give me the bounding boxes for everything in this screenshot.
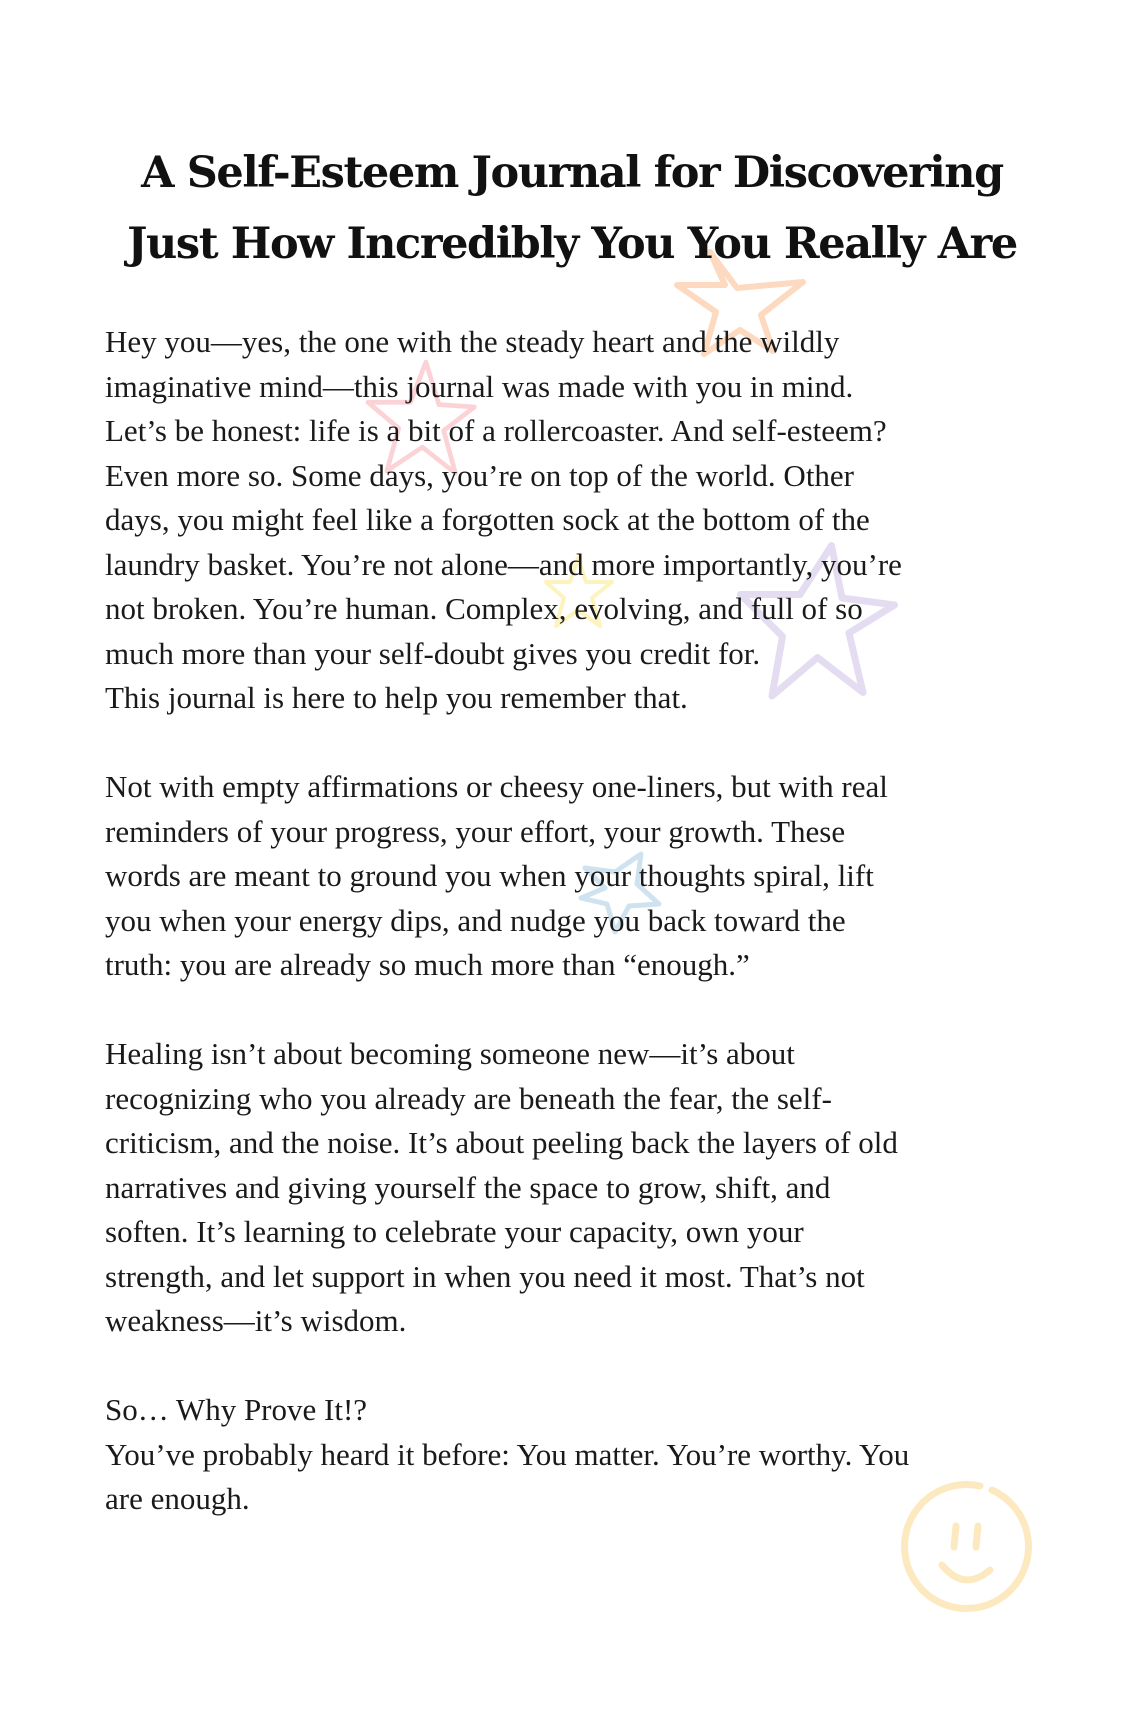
paragraph-spacer bbox=[105, 721, 1065, 766]
paragraph-spacer bbox=[105, 1344, 1065, 1389]
text-line: reminders of your progress, your effort, your growth. These bbox=[105, 813, 846, 849]
paragraph-why-prove-it bbox=[105, 1388, 1065, 1522]
text-line: Healing isn’t about becoming someone new—it’s about bbox=[105, 1036, 795, 1071]
text-line: You’ve probably heard it before: You matter. You’re worthy. You bbox=[105, 1436, 910, 1472]
text-line: strength, and let support in when you need it most. That’s not bbox=[105, 1258, 865, 1294]
title-line: Just How Incredibly You You Really Are bbox=[127, 219, 1017, 269]
text-line: you when your energy dips, and nudge you back toward the bbox=[105, 902, 846, 938]
text-line: Not with empty affirmations or cheesy one-liners, but with real bbox=[105, 769, 888, 804]
text-line: much more than your self-doubt gives you credit for. bbox=[105, 635, 761, 671]
paragraph-affirmations bbox=[105, 765, 1065, 988]
text-line: soften. It’s learning to celebrate your capacity, own your bbox=[105, 1214, 804, 1249]
text-line: are enough. bbox=[105, 1481, 250, 1516]
title-line: A Self-Esteem Journal for Discovering bbox=[141, 148, 1003, 198]
text-line: Even more so. Some days, you’re on top of the world. Other bbox=[105, 457, 855, 493]
text-line: words are meant to ground you when your thoughts spiral, lift bbox=[105, 858, 874, 893]
text-line: recognizing who you already are beneath the fear, the self- bbox=[105, 1080, 832, 1116]
paragraph-intro bbox=[105, 320, 1065, 721]
text-line: not broken. You’re human. Complex, evolving, and full of so bbox=[105, 591, 863, 626]
page-title bbox=[0, 138, 1144, 280]
text-line: laundry basket. You’re not alone—and more importantly, you’re bbox=[105, 546, 902, 582]
text-line: Let’s be honest: life is a bit of a rollercoaster. And self-esteem? bbox=[105, 413, 887, 448]
paragraph-spacer bbox=[105, 988, 1065, 1033]
section-subheading: So… Why Prove It!? bbox=[105, 1392, 368, 1427]
text-line: weakness—it’s wisdom. bbox=[105, 1303, 407, 1338]
body-text bbox=[105, 320, 1065, 1522]
text-line: Hey you—yes, the one with the steady heart and the wildly bbox=[105, 324, 840, 359]
text-line: criticism, and the noise. It’s about peeling back the layers of old bbox=[105, 1125, 898, 1160]
text-line: narratives and giving yourself the space to grow, shift, and bbox=[105, 1169, 831, 1205]
text-line: This journal is here to help you remember that. bbox=[105, 680, 688, 715]
text-line: truth: you are already so much more than “enough.” bbox=[105, 947, 750, 982]
paragraph-healing bbox=[105, 1032, 1065, 1344]
text-line: days, you might feel like a forgotten sock at the bottom of the bbox=[105, 502, 870, 537]
text-line: imaginative mind—this journal was made with you in mind. bbox=[105, 368, 854, 404]
